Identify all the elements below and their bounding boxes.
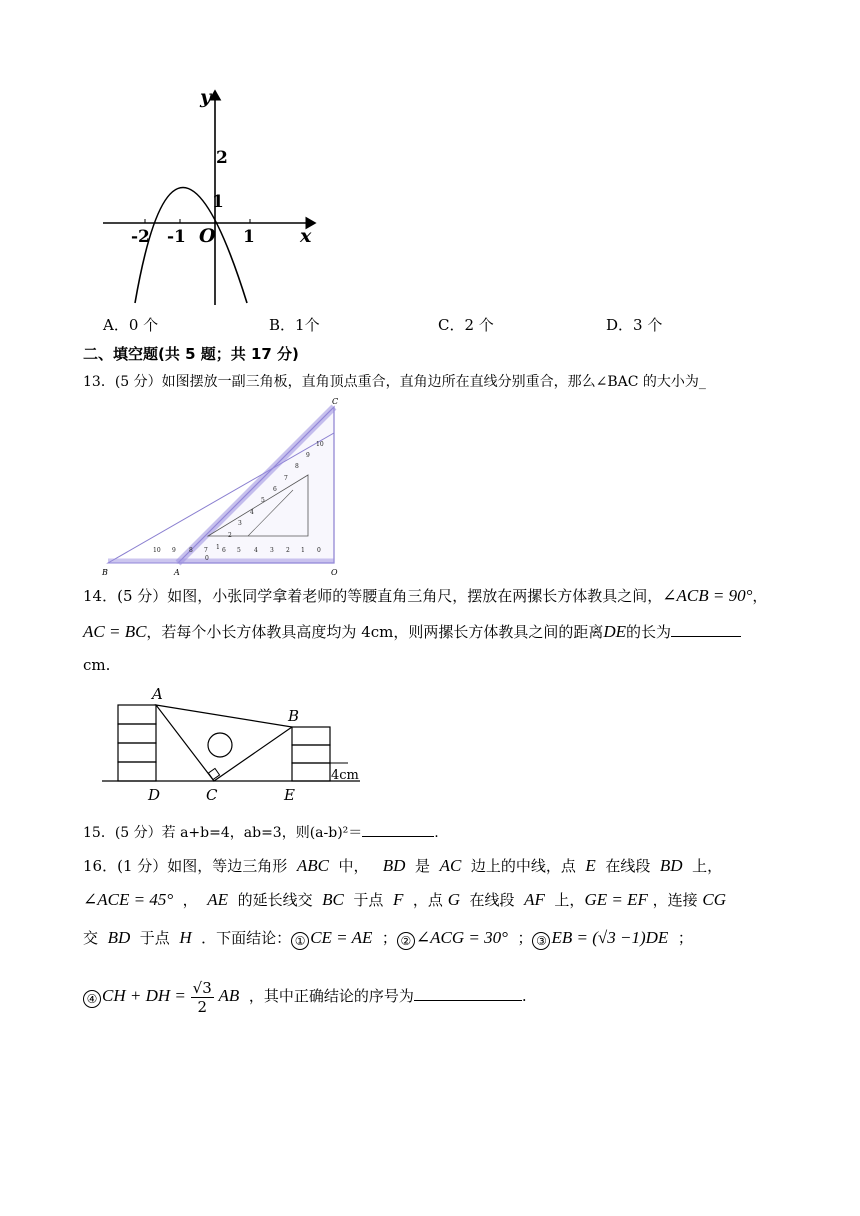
svg-text:0: 0 bbox=[205, 555, 209, 562]
option-a: A．0 个 bbox=[103, 316, 159, 334]
svg-text:4: 4 bbox=[250, 509, 254, 516]
fraction-sqrt3-over-2: $\frac{√3}{2}$ bbox=[192, 978, 212, 1016]
label-C: C bbox=[206, 786, 218, 804]
q16-line3: 交 BD 于点 H ．下面结论： ① CE = AE ； ② ∠ACG = 30° ； ③ EB = (√3 −1)DE ； bbox=[83, 928, 693, 948]
q14-line3: cm. bbox=[83, 656, 111, 674]
y-label: y bbox=[200, 86, 212, 108]
option-c: C．2 个 bbox=[438, 316, 494, 334]
q13-text: 13．(5 分）如图摆放一副三角板，直角顶点重合，直角边所在直线分别重合，那么∠BAC 的大小为_ bbox=[83, 374, 706, 390]
q13-set-square-figure bbox=[98, 395, 348, 580]
q14-figure bbox=[98, 683, 368, 808]
svg-text:10: 10 bbox=[153, 547, 161, 554]
option-d: D．3 个 bbox=[606, 316, 663, 334]
svg-text:2: 2 bbox=[286, 547, 290, 554]
svg-text:6: 6 bbox=[222, 547, 226, 554]
label-A: A bbox=[174, 568, 180, 577]
label-O: O bbox=[331, 568, 338, 577]
q16-line1: 16．(1 分）如图，等边三角形 ABC 中， BD 是 AC 边上的中线，点 E 在线段 BD 上， bbox=[83, 856, 723, 875]
x-tick-1: 1 bbox=[243, 227, 255, 247]
q16-line2: ∠ACE = 45° ， AE 的延长线交 BC 于点 F ，点 G 在线段 AF 上，GE = EF ，连接 CG bbox=[83, 890, 727, 909]
height-label: 4cm bbox=[331, 768, 359, 783]
svg-text:8: 8 bbox=[189, 547, 193, 554]
label-B: B bbox=[102, 568, 108, 577]
option-b: B．1个 bbox=[269, 316, 320, 334]
section-heading: 二、填空题(共 5 题；共 17 分) bbox=[83, 345, 299, 363]
svg-text:8: 8 bbox=[295, 463, 299, 470]
label-A: A bbox=[152, 685, 163, 703]
set-square bbox=[156, 705, 292, 781]
svg-text:9: 9 bbox=[306, 452, 310, 459]
x-label: x bbox=[300, 225, 312, 247]
parabola-curve bbox=[135, 188, 247, 304]
x-tick-m2: -2 bbox=[131, 227, 150, 247]
svg-text:7: 7 bbox=[284, 475, 288, 482]
hole bbox=[208, 733, 232, 757]
svg-text:2: 2 bbox=[228, 532, 232, 539]
label-D: D bbox=[148, 786, 161, 804]
svg-text:7: 7 bbox=[204, 547, 208, 554]
svg-text:4: 4 bbox=[254, 547, 258, 554]
x-tick-m1: -1 bbox=[167, 227, 186, 247]
left-stack bbox=[118, 705, 156, 781]
label-E: E bbox=[284, 786, 295, 804]
q16-line4: ④ CH + DH = $\frac{√3}{2}$ AB ，其中正确结论的序号为 . bbox=[83, 976, 527, 1016]
q14-line2: AC = BC，若每个小长方体教具高度均为 4cm，则两摞长方体教具之间的距离DE的长为 bbox=[83, 622, 741, 642]
svg-text:9: 9 bbox=[172, 547, 176, 554]
y-tick-2: 2 bbox=[216, 148, 228, 168]
right-stack bbox=[292, 727, 330, 781]
svg-text:5: 5 bbox=[261, 497, 265, 504]
origin-label: O bbox=[199, 225, 216, 247]
label-C: C bbox=[332, 397, 339, 406]
svg-text:10: 10 bbox=[316, 441, 324, 448]
svg-text:0: 0 bbox=[317, 547, 321, 554]
y-tick-1: 1 bbox=[212, 192, 224, 212]
svg-text:1: 1 bbox=[301, 547, 305, 554]
parabola-graph bbox=[95, 85, 325, 310]
svg-text:5: 5 bbox=[237, 547, 241, 554]
svg-text:3: 3 bbox=[238, 520, 242, 527]
q15-text: 15．(5 分）若 a+b=4，ab=3，则(a-b)²＝ . bbox=[83, 822, 439, 843]
q14-line1: 14．(5 分）如图，小张同学拿着老师的等腰直角三角尺，摆放在两摞长方体教具之间，∠ACB = 90°， bbox=[83, 586, 768, 605]
svg-text:6: 6 bbox=[273, 486, 277, 493]
svg-text:3: 3 bbox=[270, 547, 274, 554]
svg-text:1: 1 bbox=[216, 544, 220, 551]
label-B: B bbox=[288, 707, 300, 725]
